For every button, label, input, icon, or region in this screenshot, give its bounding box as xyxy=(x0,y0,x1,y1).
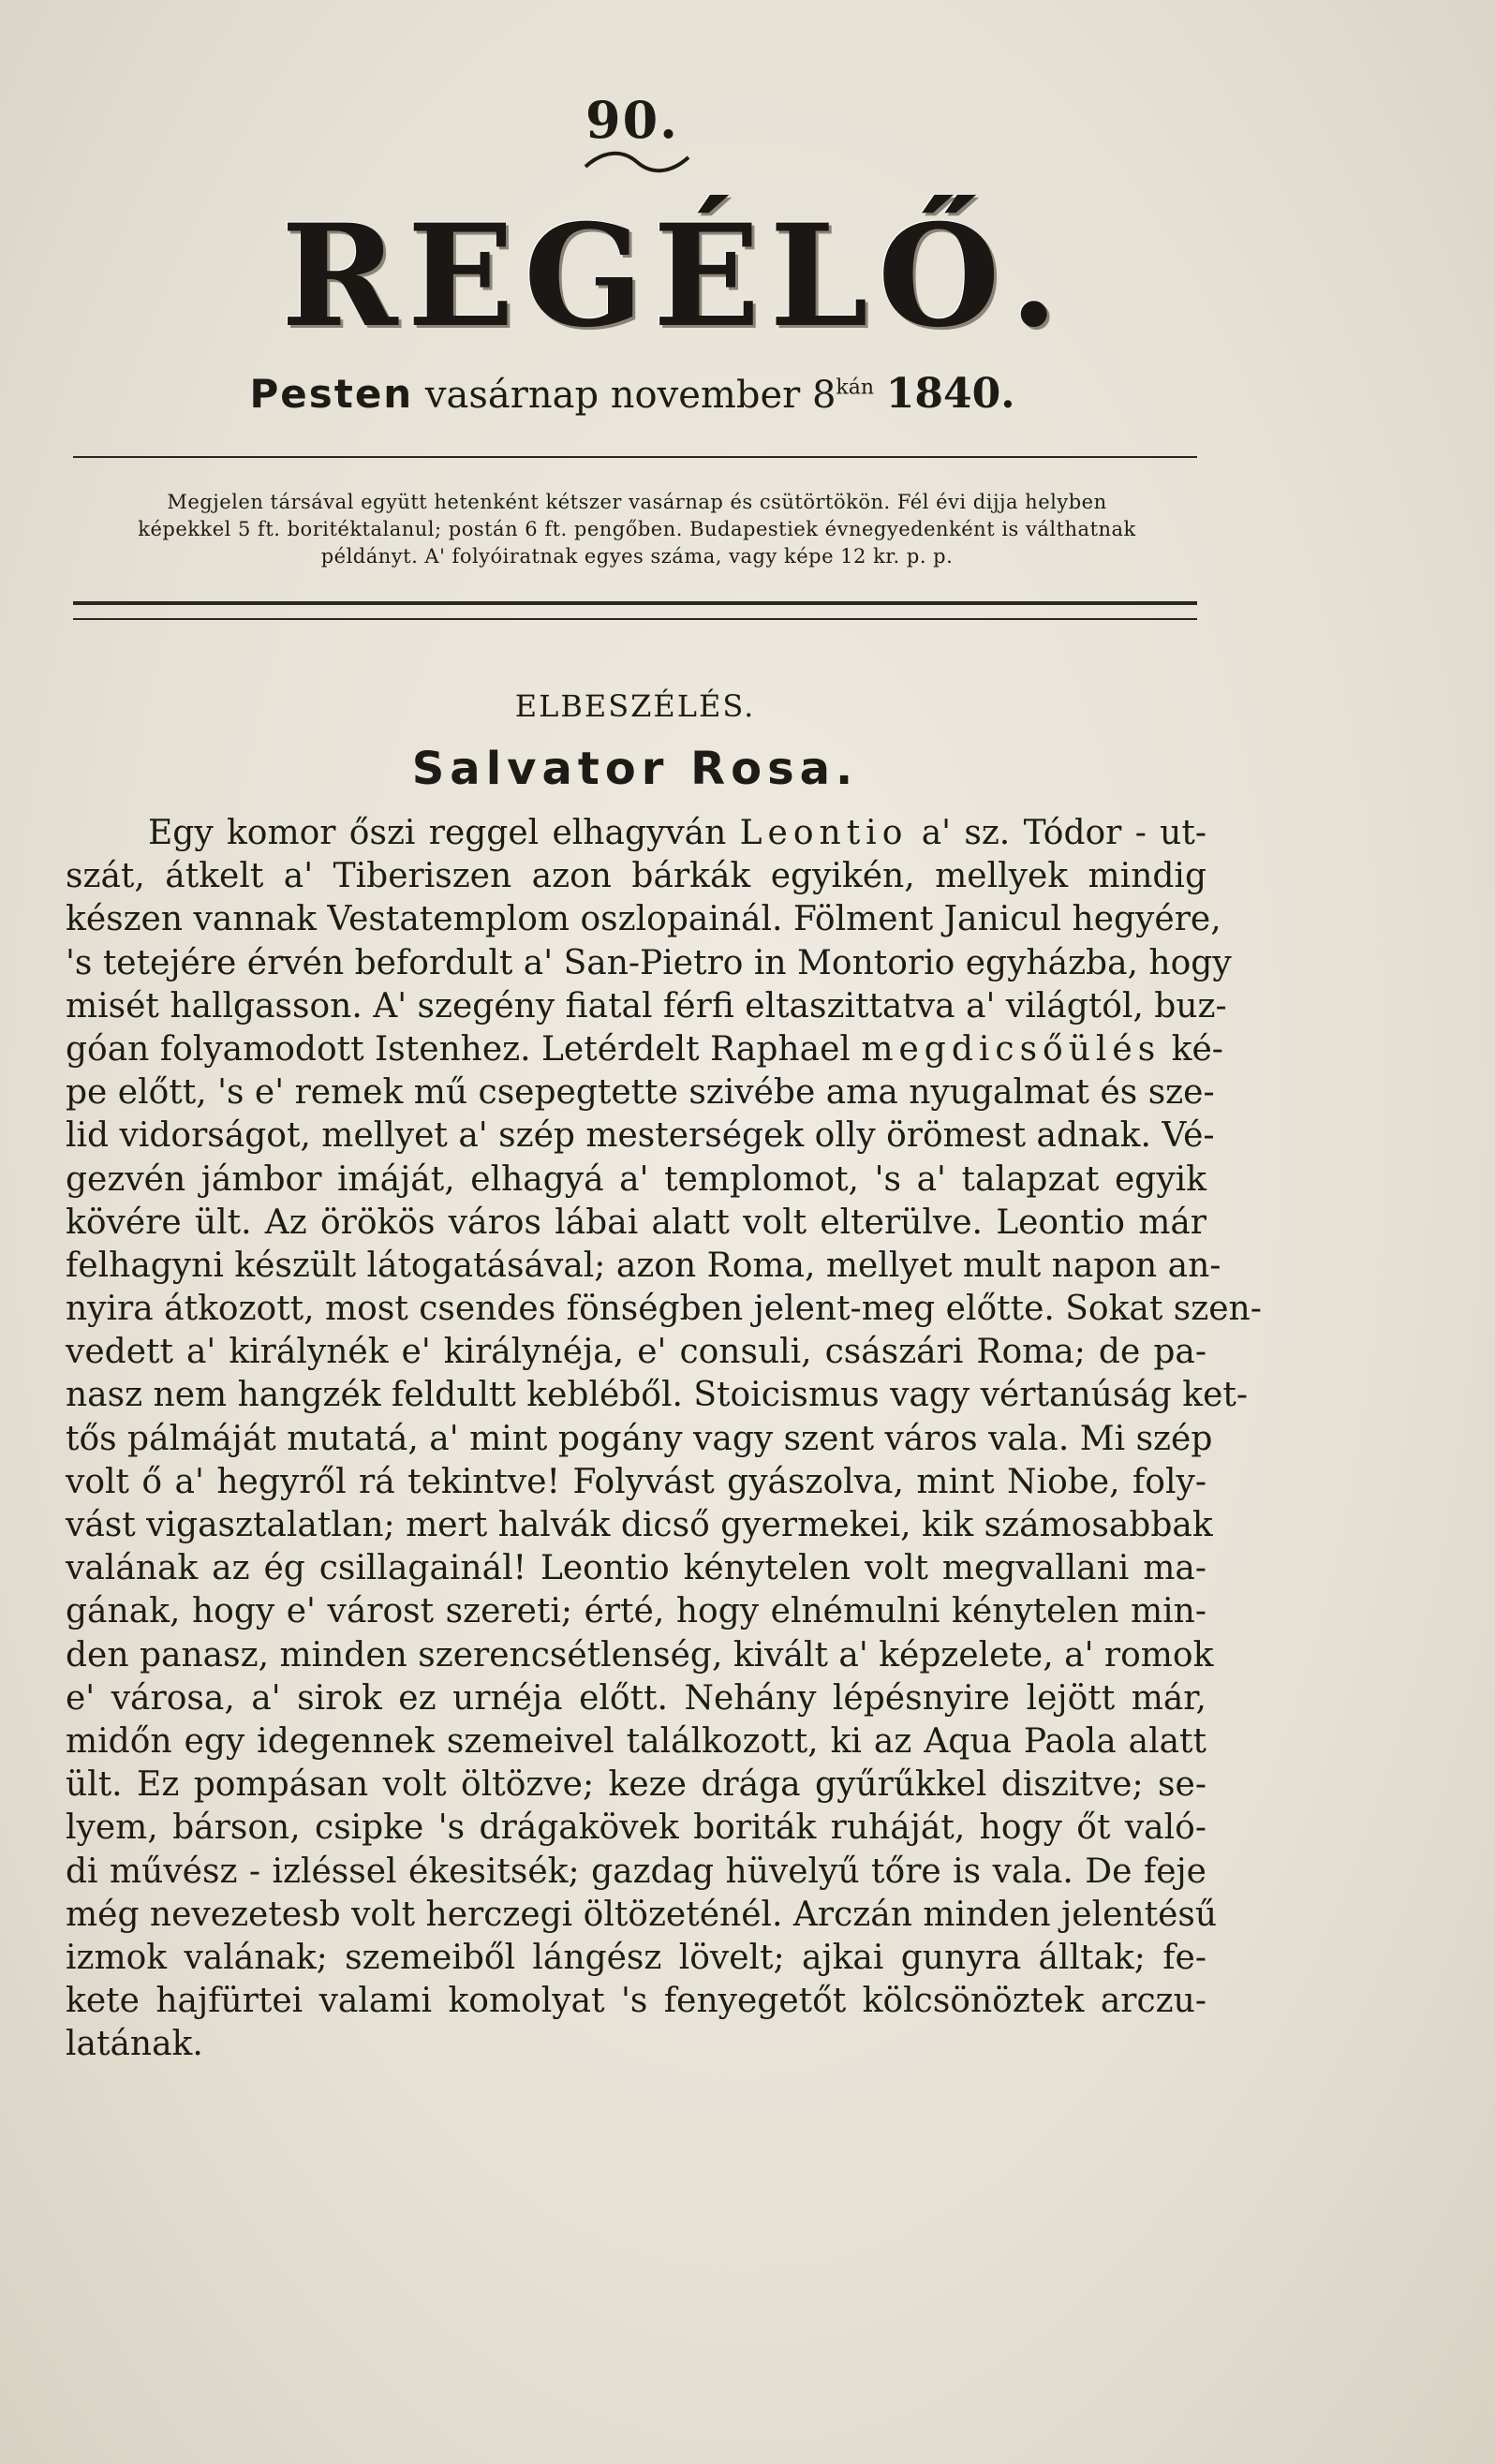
body-line: kete hajfürtei valami komolyat 's fenyegetőt kölcsönöztek arczu- xyxy=(66,1982,1206,2021)
body-line: latának. xyxy=(66,2025,203,2064)
notice-line: képekkel 5 ft. boritéktalanul; postán 6 ft. pengőben. Budapestiek évnegyedenként is válthatnak xyxy=(138,518,1136,540)
body-line: felhagyni készült látogatásával; azon Roma, mellyet mult napon an- xyxy=(66,1246,1221,1285)
body-line: lid vidorságot, mellyet a' szép mesterségek olly örömest adnak. Vé- xyxy=(66,1116,1215,1156)
header-rule xyxy=(73,456,1197,458)
section-heading: ELBESZÉLÉS. xyxy=(514,688,756,724)
emphasized-term: megdicsőülés xyxy=(861,1029,1162,1069)
dateline-year: 1840. xyxy=(885,370,1015,418)
body-line: misét hallgasson. A' szegény fiatal férfi eltaszittatva a' világtól, buz- xyxy=(66,986,1227,1025)
body-line: den panasz, minden szerencsétlenség, kivált a' képzelete, a' romok xyxy=(66,1635,1214,1675)
body-line: Egy komor őszi reggel elhagyván Leontio a' sz. Tódor - ut- xyxy=(148,814,1206,852)
double-rule-divider xyxy=(73,601,1197,620)
subscription-notice xyxy=(56,489,1218,570)
body-line: tős pálmáját mutatá, a' mint pogány vagy szent város vala. Mi szép xyxy=(66,1419,1213,1458)
body-line: kövére ült. Az örökös város lábai alatt volt elterülve. Leontio már xyxy=(66,1202,1206,1242)
body-line: valának az ég csillagainál! Leontio kénytelen volt megvallani ma- xyxy=(66,1549,1206,1588)
body-line: nyira átkozott, most csendes fönségben jelent-meg előtte. Sokat szen- xyxy=(66,1290,1262,1329)
dateline-text: vasárnap november 8 xyxy=(424,374,836,417)
dateline-day-suffix: kán xyxy=(836,376,875,400)
body-line: midőn egy idegennek szemeivel találkozott, ki az Aqua Paola alatt xyxy=(66,1721,1206,1761)
tilde-ornament-icon xyxy=(581,148,693,176)
story-title: Salvator Rosa. xyxy=(411,743,859,795)
body-line: gának, hogy e' várost szereti; érté, hogy elnémulni kénytelen min- xyxy=(66,1592,1206,1631)
body-line: lyem, bárson, csipke 's drágakövek boriták ruháját, hogy őt való- xyxy=(66,1808,1206,1848)
body-line: még nevezetesb volt herczegi öltözeténél. Arczán minden jelentésű xyxy=(66,1895,1218,1934)
masthead xyxy=(281,194,1068,359)
body-line: izmok valának; szemeiből lángész lövelt; ajkai gunyra álltak; fe- xyxy=(66,1938,1206,1977)
dateline-place: Pesten xyxy=(249,371,414,417)
notice-line: Megjelen társával együtt hetenként kétszer vasárnap és csütörtökön. Fél évi dijja helyben xyxy=(167,491,1107,513)
body-line: nasz nem hangzék feldultt kebléből. Stoicismus vagy vértanúság ket- xyxy=(66,1376,1249,1415)
body-line: készen vannak Vestatemplom oszlopainál. Fölment Janicul hegyére, xyxy=(66,900,1221,939)
masthead-title: REGÉLŐ. xyxy=(281,194,1068,359)
body-line: góan folyamodott Istenhez. Letérdelt Raphael megdicsőülés ké- xyxy=(66,1029,1223,1069)
issue-number: 90. xyxy=(585,90,679,150)
emphasized-name: Leontio xyxy=(739,814,909,852)
body-line: pe előtt, 's e' remek mű csepegtette szivébe ama nyugalmat és sze- xyxy=(66,1073,1215,1113)
body-line: 's tetejére érvén befordult a' San-Pietro in Montorio egyházba, hogy xyxy=(66,943,1232,982)
story-body xyxy=(66,812,1262,2066)
body-line: vedett a' királynék e' királynéja, e' consuli, császári Roma; de pa- xyxy=(66,1333,1206,1372)
body-line: szát, átkelt a' Tiberiszen azon bárkák egyikén, mellyek mindig xyxy=(66,857,1206,896)
body-line: volt ő a' hegyről rá tekintve! Folyvást gyászolva, mint Niobe, foly- xyxy=(66,1462,1206,1501)
body-line: gezvén jámbor imáját, elhagyá a' templomot, 's a' talapzat egyik xyxy=(66,1159,1206,1199)
body-line: vást vigasztalatlan; mert halvák dicső gyermekei, kik számosabbak xyxy=(66,1506,1213,1544)
body-line: ült. Ez pompásan volt öltözve; keze drága gyűrűkkel diszitve; se- xyxy=(66,1765,1206,1805)
notice-line: példányt. A' folyóiratnak egyes száma, vagy képe 12 kr. p. p. xyxy=(320,545,954,568)
body-line: e' városa, a' sirok ez urnéja előtt. Nehány lépésnyire lejött már, xyxy=(66,1678,1206,1718)
dateline xyxy=(0,370,1265,418)
body-line: di művész - izléssel ékesitsék; gazdag hüvelyű tőre is vala. De feje xyxy=(66,1852,1206,1891)
